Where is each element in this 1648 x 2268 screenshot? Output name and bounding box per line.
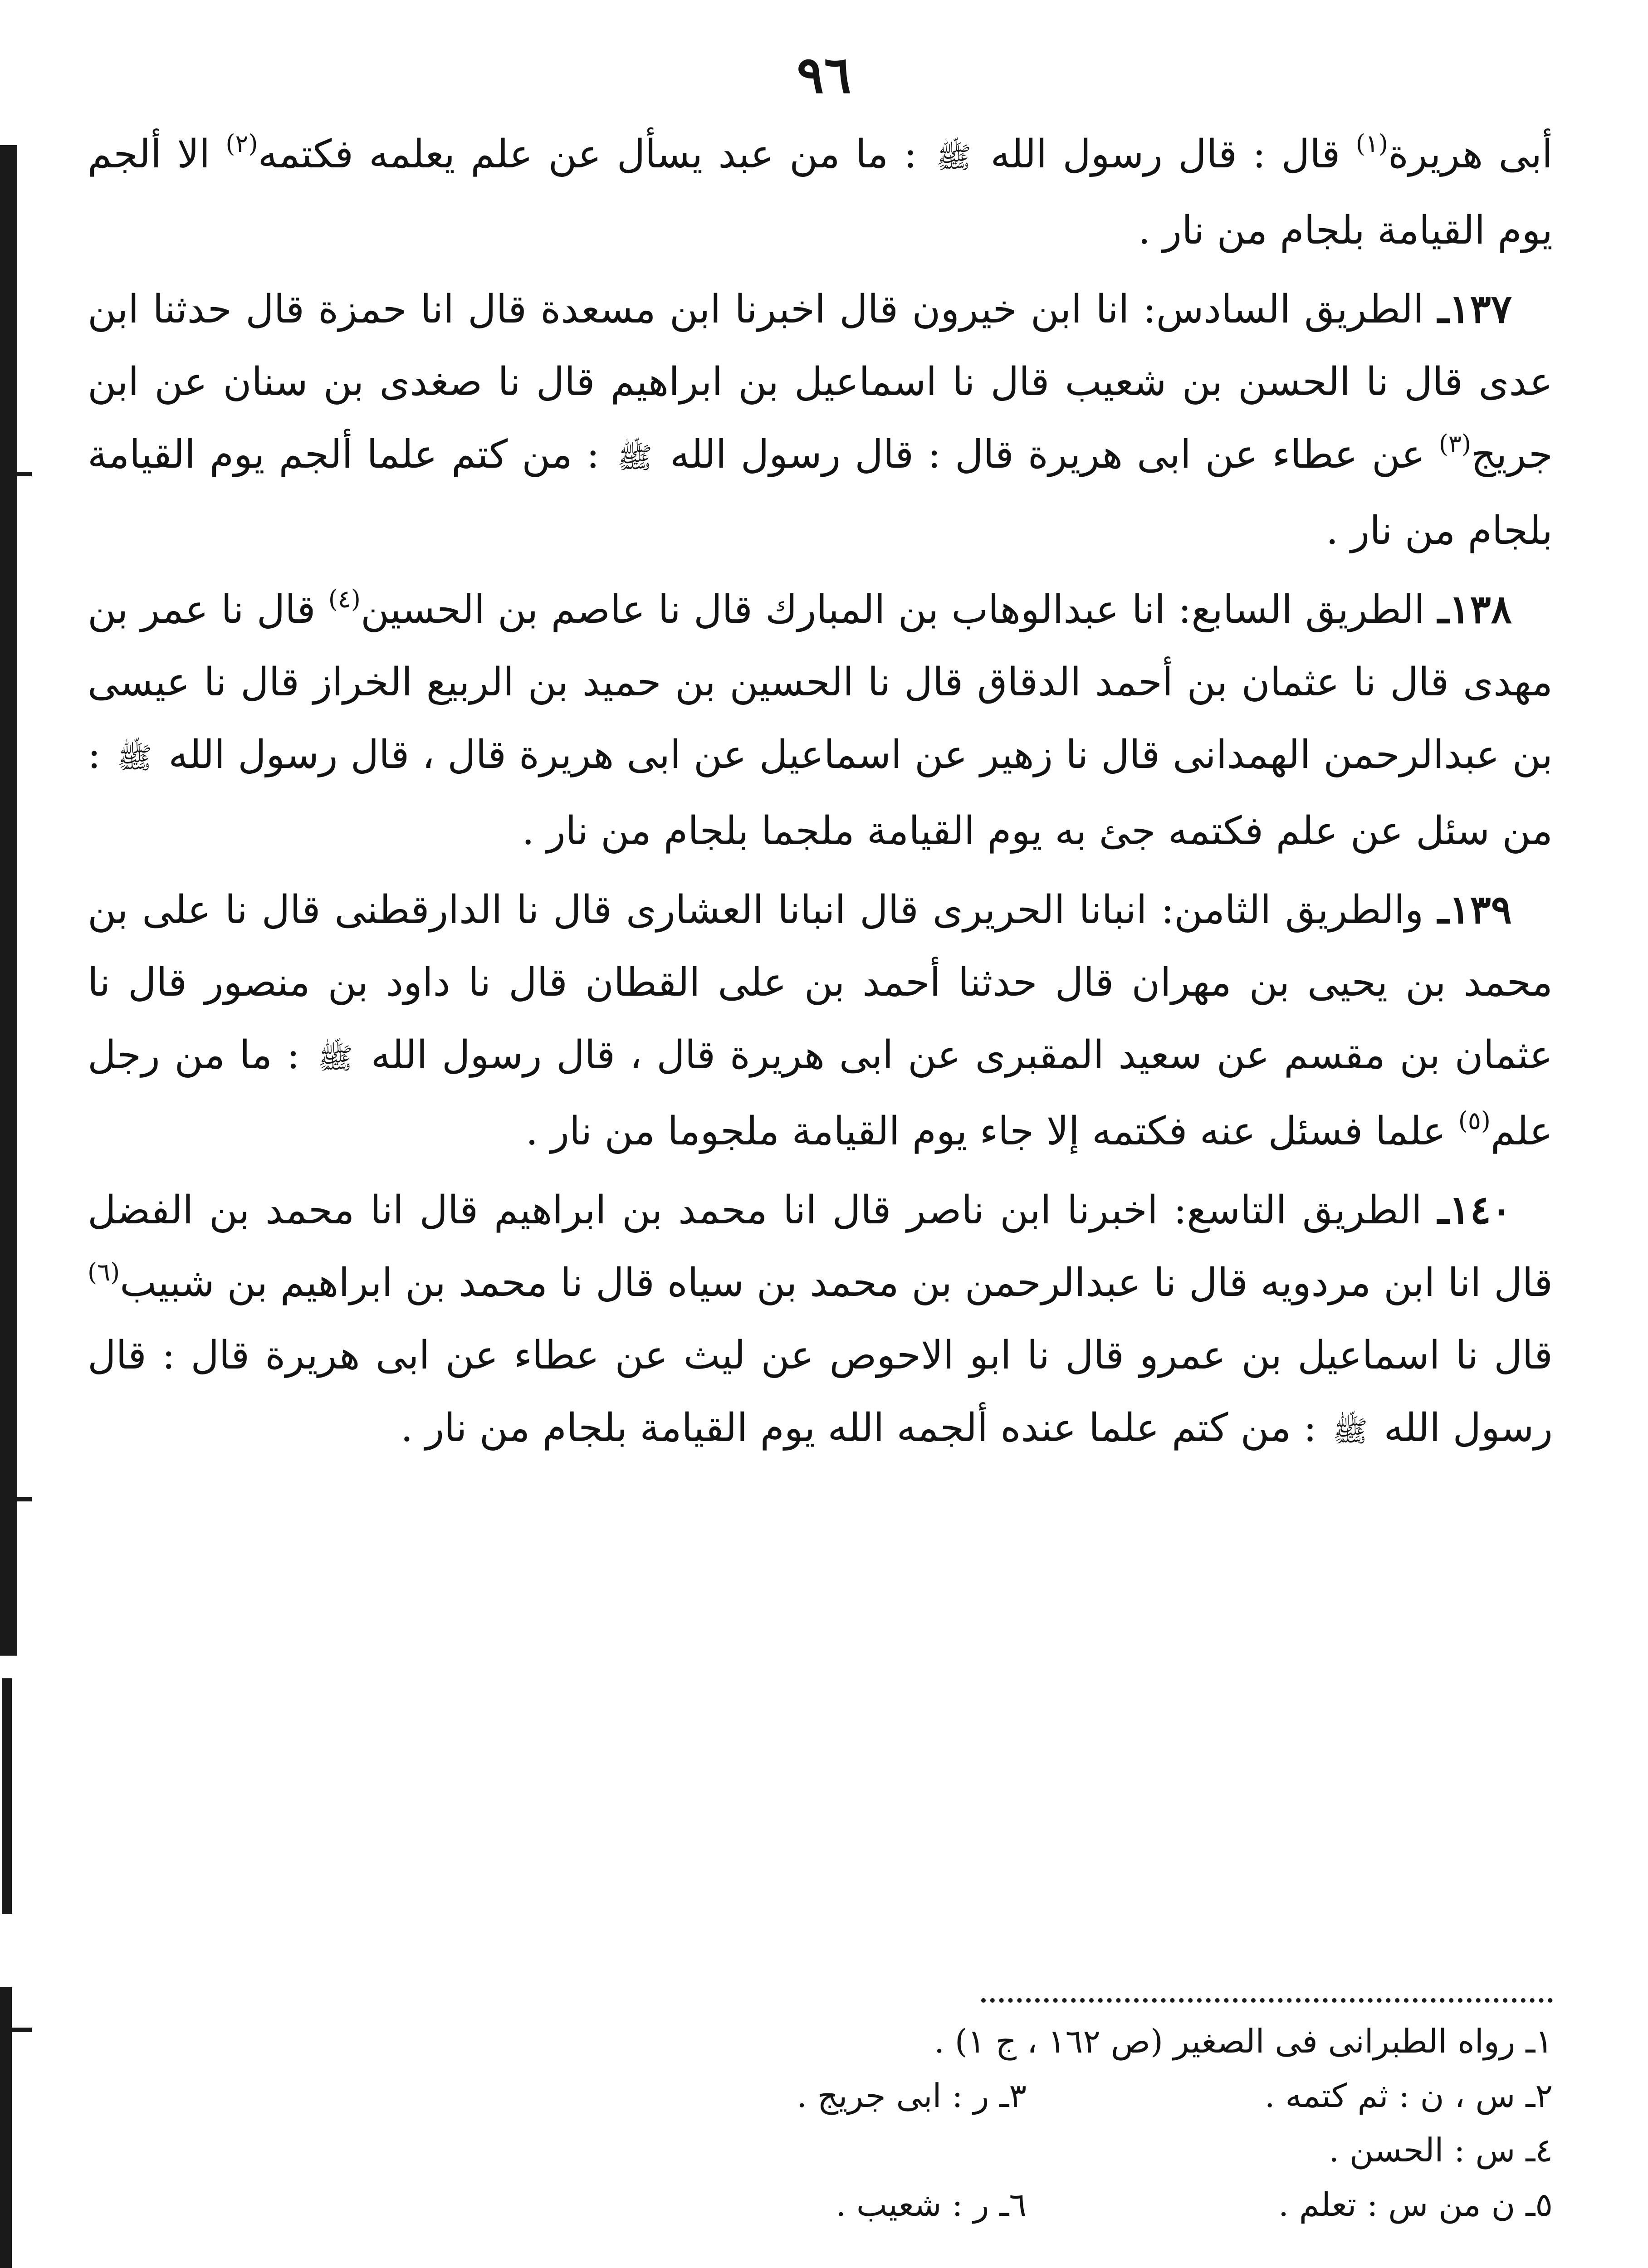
main-text — [88, 118, 1553, 1468]
paragraph-number: ١٤٠ـ — [1438, 1187, 1512, 1233]
hadith-paragraph-138 — [88, 573, 1553, 867]
footnote-1: ١ـ رواه الطبرانى فى الصغير (ص ١٦٢ ، ج ١) . — [934, 2022, 1553, 2060]
text-segment: قال نا اسماعيل بن عمرو قال نا ابو الاحوص عن ليث عن عطاء عن ابى هريرة قال : قال رسول الله — [88, 1333, 1553, 1451]
footnote-row — [88, 2123, 1553, 2177]
hadith-paragraph-139 — [88, 874, 1553, 1168]
text-segment: الطريق التاسع: اخبرنا ابن ناصر قال انا محمد بن ابراهيم قال انا محمد بن الفضل قال انا ابن مردويه قال نا عبدالرحمن بن محمد بن سياه قال نا محمد بن ابراهيم بن شبيب — [88, 1188, 1553, 1305]
edge-mark — [0, 2028, 32, 2032]
footnote-3: ٣ـ ر : ابى جريج . — [797, 2077, 1027, 2115]
text-segment: : ما من رجل علم — [88, 1032, 1553, 1154]
footnote-5: ٥ـ ن من س : تعلم . — [1278, 2185, 1553, 2224]
footnote-row — [88, 2014, 1553, 2068]
footnote-row — [88, 2068, 1553, 2123]
binding-shadow — [2, 1678, 12, 1914]
footnote-ref: (١) — [1355, 129, 1388, 158]
honorific-ligature: ﷺ — [117, 742, 152, 775]
text-segment: قال نا عمر بن مهدى قال نا عثمان بن أحمد الدقاق قال نا الحسين بن حميد بن الربيع الخراز قال نا عيسى بن عبدالرحمن الهمدانى قال نا زهير عن اسماعيل عن ابى هريرة قال ، قال رسول الله — [88, 587, 1553, 777]
honorific-ligature: ﷺ — [936, 141, 972, 175]
text-segment: قال : قال رسول الله — [975, 132, 1356, 177]
text-segment: : من سئل عن علم فكتمه جئ به يوم القيامة ملجما بلجام من نار . — [88, 732, 1553, 854]
edge-mark — [0, 1497, 32, 1501]
footnote-ref: (٢) — [225, 129, 258, 158]
paragraph-number: ١٣٧ـ — [1438, 286, 1512, 332]
honorific-ligature: ﷺ — [1332, 1415, 1368, 1448]
footnote-2: ٢ـ س ، ن : ثم كتمه . — [1264, 2077, 1553, 2115]
edge-mark — [0, 472, 32, 476]
footnote-6: ٦ـ ر : شعيب . — [836, 2185, 1027, 2224]
paragraph-continuation — [88, 118, 1553, 267]
text-segment: : من كتم علما عنده ألجمه الله يوم القيامة بلجام من نار . — [401, 1405, 1329, 1451]
footnote-ref: (٤) — [328, 585, 361, 613]
honorific-ligature: ﷺ — [617, 441, 653, 475]
footnote-ref: (٣) — [1438, 430, 1471, 458]
paragraph-number: ١٣٩ـ — [1438, 887, 1512, 933]
paragraph-number: ١٣٨ـ — [1438, 587, 1512, 632]
text-segment: الطريق السابع: انا عبدالوهاب بن المبارك قال نا عاصم بن الحسين — [360, 587, 1438, 632]
text-segment: الا ألجم يوم القيامة بلجام من نار . — [88, 132, 1553, 253]
hadith-paragraph-140 — [88, 1174, 1553, 1468]
footnotes — [88, 2014, 1553, 2232]
binding-shadow — [0, 145, 17, 1656]
footnote-separator — [981, 1998, 1553, 2003]
text-segment: : ما من عبد يسأل عن علم يعلمه فكتمه — [258, 132, 933, 177]
text-segment: عن عطاء عن ابى هريرة قال : قال رسول الله — [656, 432, 1439, 477]
honorific-ligature: ﷺ — [318, 1042, 353, 1075]
footnote-ref: (٥) — [1458, 1106, 1491, 1135]
footnote-4: ٤ـ س : الحسن . — [1329, 2131, 1553, 2169]
footnote-row — [88, 2177, 1553, 2232]
text-segment: علما فسئل عنه فكتمه إلا جاء يوم القيامة ملجوما من نار . — [525, 1109, 1458, 1154]
page-number: ٩٦ — [797, 45, 851, 105]
footnote-ref: (٦) — [88, 1258, 120, 1286]
text-segment: والطريق الثامن: انبانا الحريرى قال انبانا العشارى قال نا الدارقطنى قال نا على بن محمد بن يحيى بن مهران قال حدثنا أحمد بن على القطان قال نا داود بن منصور قال نا عثمان بن مقسم عن سعيد المقبرى عن ابى هريرة قال ، قال رسول الله — [88, 887, 1553, 1078]
text-segment: الطريق السادس: انا ابن خيرون قال اخبرنا ابن مسعدة قال انا حمزة قال حدثنا ابن عدى قال نا الحسن بن شعيب قال نا اسماعيل بن ابراهيم قال نا صغدى بن سنان عن ابن جريج — [88, 287, 1553, 477]
hadith-paragraph-137 — [88, 273, 1553, 567]
text-segment: أبى هريرة — [1388, 132, 1553, 177]
text-segment: : من كتم علما ألجم يوم القيامة بلجام من نار . — [88, 432, 1553, 553]
